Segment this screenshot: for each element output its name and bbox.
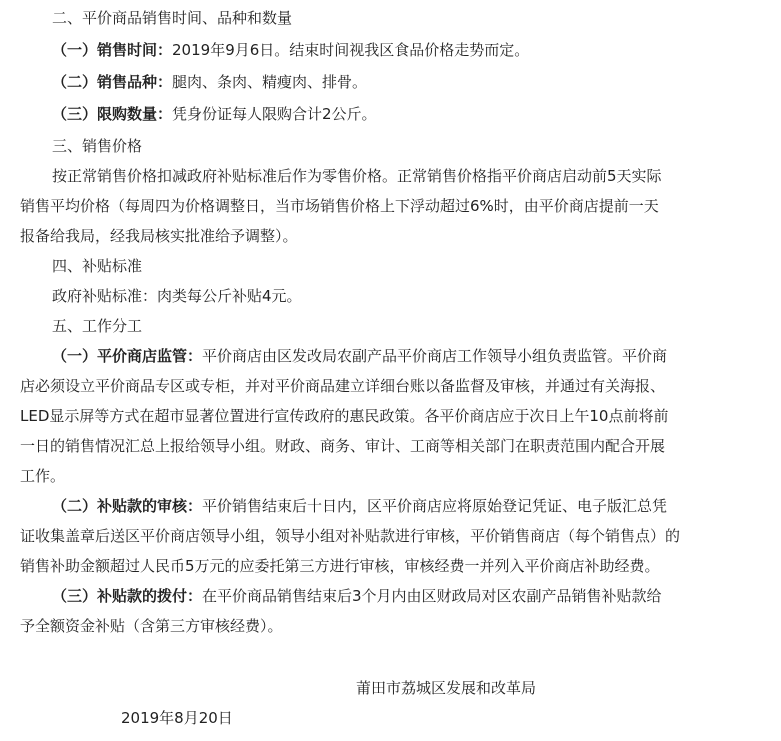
document-date: 2019年8月20日: [121, 709, 233, 727]
section2-heading: 二、平价商品销售时间、品种和数量: [52, 9, 293, 27]
section2-item-variety: [52, 72, 367, 92]
item-label: （三）补贴款的拨付：: [52, 587, 203, 605]
item-label: （二）销售品种：: [52, 73, 173, 91]
section2-item-time: [52, 40, 529, 60]
section3-paragraph-line: 销售平均价格（每周四为价格调整日，当市场销售价格上下浮动超过6%时，由平价商店提前一天: [20, 197, 659, 215]
section3-paragraph-line: 按正常销售价格扣减政府补贴标准后作为零售价格。正常销售价格指平价商店启动前5天实际: [52, 167, 662, 185]
item-text: 2019年9月6日。结束时间视我区食品价格走势而定。: [172, 41, 530, 59]
section3-paragraph-line: 报备给我局，经我局核实批准给予调整）。: [20, 227, 298, 245]
item-text: 平价商店由区发改局农副产品平价商店工作领导小组负责监管。平价商: [202, 347, 668, 365]
section5-item2-first-line: [52, 496, 667, 516]
section5-item2-line: 销售补助金额超过人民币5万元的应委托第三方进行审核，审核经费一并列入平价商店补助经费。: [20, 557, 660, 575]
section5-item3-line: 予全额资金补贴（含第三方审核经费）。: [20, 617, 283, 635]
item-text: 平价销售结束后十日内，区平价商店应将原始登记凭证、电子版汇总凭: [202, 497, 668, 515]
section4-heading: 四、补贴标准: [52, 257, 143, 275]
section5-item1-first-line: [52, 346, 667, 366]
item-text: 腿肉、条肉、精瘦肉、排骨。: [172, 73, 368, 91]
section5-item1-line: 工作。: [20, 467, 66, 485]
section5-heading: 五、工作分工: [52, 317, 143, 335]
item-text: 凭身份证每人限购合计2公斤。: [172, 105, 377, 123]
section4-text: 政府补贴标准：肉类每公斤补贴4元。: [52, 287, 302, 305]
section5-item1-line: 一日的销售情况汇总上报给领导小组。财政、商务、审计、工商等相关部门在职责范围内配合开展: [20, 437, 666, 455]
section5-item1-line: 店必须设立平价商品专区或专柜，并对平价商品建立详细台账以备监督及审核，并通过有关海报、: [20, 377, 666, 395]
section3-heading: 三、销售价格: [52, 137, 143, 155]
signature: 莆田市荔城区发展和改革局: [356, 679, 537, 697]
section5-item1-line: LED显示屏等方式在超市显著位置进行宣传政府的惠民政策。各平价商店应于次日上午10点前将前: [20, 407, 669, 425]
item-label: （三）限购数量：: [52, 105, 173, 123]
section5-item3-first-line: [52, 586, 662, 606]
item-text: 在平价商品销售结束后3个月内由区财政局对区农副产品销售补贴款给: [202, 587, 662, 605]
item-label: （二）补贴款的审核：: [52, 497, 203, 515]
item-label: （一）平价商店监管：: [52, 347, 203, 365]
item-label: （一）销售时间：: [52, 41, 173, 59]
section2-item-limit: [52, 104, 377, 124]
section5-item2-line: 证收集盖章后送区平价商店领导小组，领导小组对补贴款进行审核，平价销售商店（每个销售点）的: [20, 527, 681, 545]
